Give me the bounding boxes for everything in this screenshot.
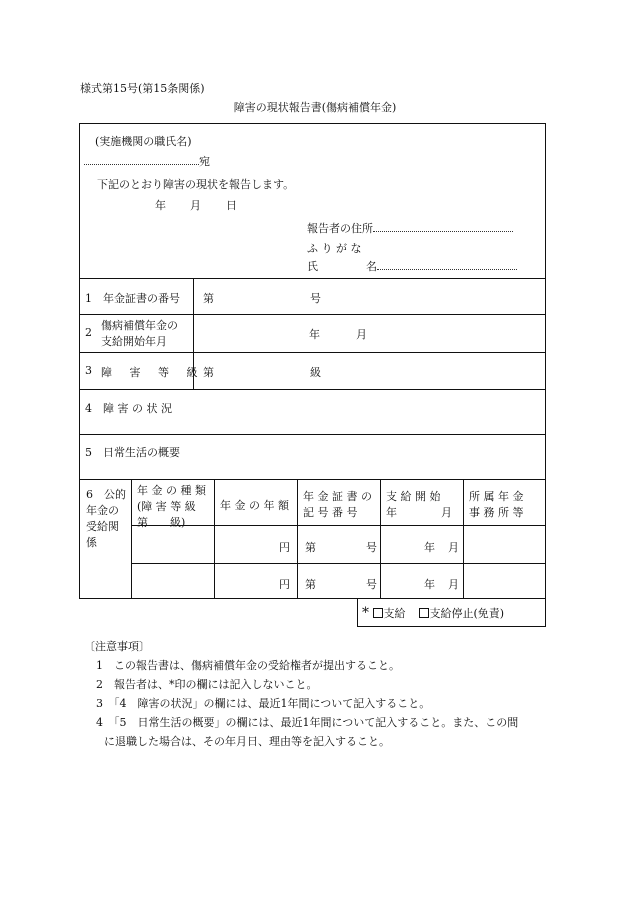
row-divider: [131, 563, 546, 564]
column-divider: [214, 479, 215, 599]
addressee-line[interactable]: [84, 152, 210, 169]
row1-yen: 円: [279, 541, 290, 554]
note-item-4-continued: に退職した場合は、その年月日、理由等を記入すること。: [104, 735, 390, 748]
row-divider: [79, 434, 546, 435]
payment-start-year-label: 年: [309, 328, 320, 341]
row3-number: 3: [85, 364, 92, 377]
reporter-address-blank[interactable]: [373, 219, 513, 232]
payment-start-label: 傷病補償年金の 支給開始年月: [101, 319, 178, 348]
row-divider: [79, 389, 546, 390]
row2-year: 年: [424, 578, 435, 591]
disability-grade-prefix: 第: [203, 366, 214, 379]
row1-month: 月: [448, 541, 459, 554]
public-pension-label: 6 公的 年金の 受給関 係: [86, 488, 126, 549]
pension-cert-prefix: 第: [203, 292, 214, 305]
pension-type-header: 年 金 の 種 類 (障 害 等 級 第 級): [137, 484, 206, 529]
institution-label: (実施機関の職氏名): [95, 135, 192, 148]
date-year-label: 年: [155, 199, 166, 212]
date-day-label: 日: [226, 199, 237, 212]
name-label-first: 氏: [307, 260, 318, 273]
document-title: 障害の現状報告書(傷病補償年金): [233, 101, 397, 114]
reporter-name-blank[interactable]: [377, 257, 517, 270]
row-divider: [79, 314, 546, 315]
option-payment-label: 支給: [383, 607, 406, 620]
addressee-suffix: 宛: [199, 155, 210, 168]
row1-dai: 第: [305, 541, 316, 554]
row2-dai: 第: [305, 578, 316, 591]
note-item-2: 2 報告者は、*印の欄には記入しないこと。: [96, 678, 318, 691]
asterisk-mark: *: [362, 605, 369, 621]
name-label-second: 名: [366, 260, 377, 273]
pension-cert-number-label: 1 年金証書の番号: [85, 292, 180, 305]
pension-cert-suffix: 号: [310, 292, 321, 305]
row-divider: [79, 352, 546, 353]
disability-grade-label: 障 害 等 級: [101, 366, 205, 379]
checkbox-suspension[interactable]: [419, 608, 429, 618]
pension-office-header: 所 属 年 金 事 務 所 等: [469, 490, 524, 519]
row-divider: [79, 278, 546, 279]
reporter-address-label: 報告者の住所: [307, 222, 373, 235]
note-item-1: 1 この報告書は、傷病補償年金の受給権者が提出すること。: [96, 659, 400, 672]
column-divider: [131, 479, 132, 599]
row2-number: 2: [85, 326, 92, 339]
row1-year: 年: [424, 541, 435, 554]
cert-number-header: 年 金 証 書 の 記 号 番 号: [303, 490, 372, 519]
reporter-address-line[interactable]: [307, 219, 513, 236]
notes-title: 〔注意事項〕: [84, 640, 150, 653]
column-divider: [297, 479, 298, 599]
payment-status-options: [362, 605, 504, 621]
disability-status-label: 4 障 害 の 状 況: [85, 402, 172, 415]
column-divider: [463, 479, 464, 599]
start-date-header: 支 給 開 始 年 月: [386, 490, 452, 519]
option-suspension-label: 支給停止(免責): [429, 607, 505, 620]
addressee-blank[interactable]: [84, 152, 199, 165]
note-item-4: 4 「5 日常生活の概要」の欄には、最近1年間について記入すること。また、この間: [96, 716, 519, 729]
reporter-name-line[interactable]: [307, 257, 517, 274]
row2-yen: 円: [279, 578, 290, 591]
furigana-label: ふ り が な: [307, 242, 362, 255]
column-divider: [380, 479, 381, 599]
date-month-label: 月: [190, 199, 201, 212]
payment-start-month-label: 月: [356, 328, 367, 341]
row2-go: 号: [366, 578, 377, 591]
row2-month: 月: [448, 578, 459, 591]
report-statement: 下記のとおり障害の現状を報告します。: [97, 178, 295, 191]
annual-amount-header: 年 金 の 年 額: [220, 499, 289, 512]
note-item-3: 3 「4 障害の状況」の欄には、最近1年間について記入すること。: [96, 697, 431, 710]
row-divider: [79, 479, 546, 480]
checkbox-payment[interactable]: [373, 608, 383, 618]
form-code: 様式第15号(第15条関係): [80, 82, 205, 95]
disability-grade-suffix: 級: [310, 366, 321, 379]
row1-go: 号: [366, 541, 377, 554]
daily-life-label: 5 日常生活の概要: [85, 446, 180, 459]
